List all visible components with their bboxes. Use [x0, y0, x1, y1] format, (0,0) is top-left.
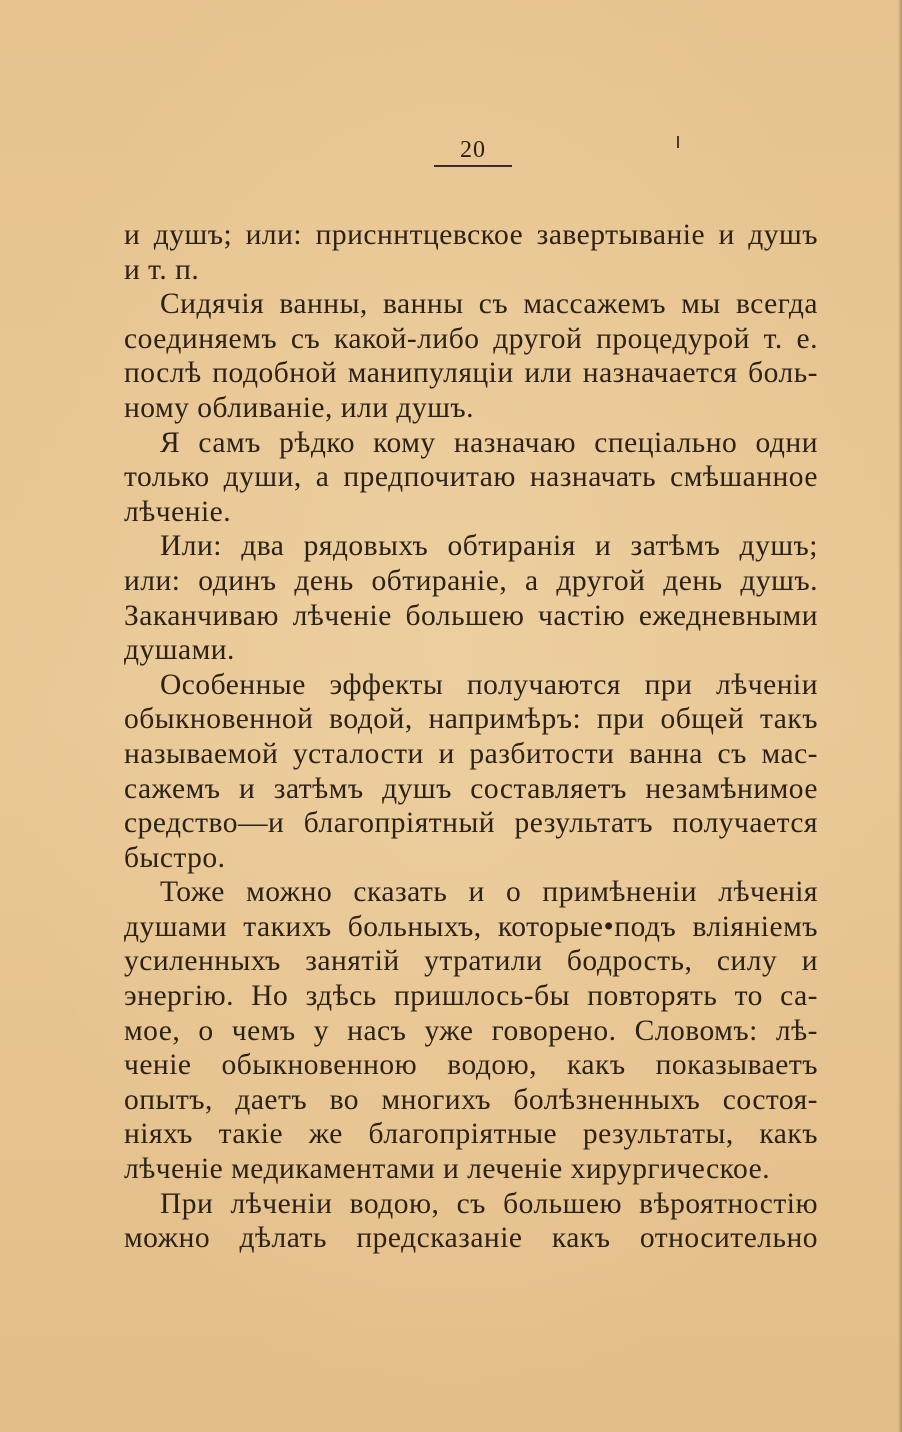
page-number-rule [434, 165, 512, 167]
text-line: только души, а предпочитаю назначать смѣшанное [124, 461, 818, 494]
text-line: мое, о чемъ у насъ уже говорено. Словомъ: лѣ- [124, 1014, 818, 1047]
stray-print-mark [677, 136, 679, 148]
text-line: душами такихъ больныхъ, которые•подъ вліяніемъ [124, 910, 818, 943]
text-line: ченіе обыкновенною водою, какъ показываетъ [124, 1049, 818, 1082]
text-line: средство—и благопріятный результатъ получается [124, 807, 818, 840]
body-text [124, 218, 818, 1256]
text-line: лѣченіе медикаментами и леченіе хирургическое. [124, 1153, 771, 1186]
text-line: и т. п. [124, 253, 200, 286]
text-line: можно дѣлать предсказаніе какъ относительно [124, 1222, 818, 1255]
page-number: 20 [460, 137, 486, 163]
text-line: Заканчиваю лѣченіе большею частію ежедневными [124, 599, 818, 632]
text-line: Тоже можно сказать и о примѣненіи лѣченія [160, 876, 818, 909]
text-line: ніяхъ такіе же благопріятные результаты, какъ [124, 1118, 818, 1151]
text-line: быстро. [124, 841, 226, 874]
text-line: Сидячія ванны, ванны съ массажемъ мы всегда [160, 288, 818, 321]
text-line: ному обливаніе, или душъ. [124, 391, 475, 424]
text-line: опытъ, даетъ во многихъ болѣзненныхъ состоя- [124, 1083, 818, 1116]
text-line: сажемъ и затѣмъ душъ составляетъ незамѣнимое [124, 772, 818, 805]
text-line: соединяемъ съ какой-либо другой процедурой т. е. [124, 322, 818, 355]
text-line: и душъ; или: присннтцевское завертываніе и душъ [124, 219, 818, 251]
text-line: Или: два рядовыхъ обтиранія и затѣмъ душъ; [160, 530, 818, 563]
text-line: лѣченіе. [124, 495, 232, 528]
text-line: Особенные эффекты получаются при лѣченіи [160, 668, 818, 701]
text-line: называемой усталости и разбитости ванна съ мас- [124, 737, 818, 770]
text-line: При лѣченіи водою, съ большею вѣроятностію [160, 1187, 818, 1220]
page-edge-shadow [898, 0, 902, 1432]
text-line: или: одинъ день обтираніе, а другой день душъ. [124, 564, 818, 597]
text-line: послѣ подобной манипуляціи или назначается боль- [124, 357, 818, 390]
text-line: Я самъ рѣдко кому назначаю спеціально одни [160, 426, 818, 459]
text-line: душами. [124, 634, 235, 667]
text-line: обыкновенной водой, напримѣръ: при общей такъ [124, 703, 818, 736]
text-line: энергію. Но здѣсь пришлось-бы повторять то са- [124, 980, 818, 1013]
text-line: усиленныхъ занятій утратили бодрость, силу и [124, 945, 818, 978]
